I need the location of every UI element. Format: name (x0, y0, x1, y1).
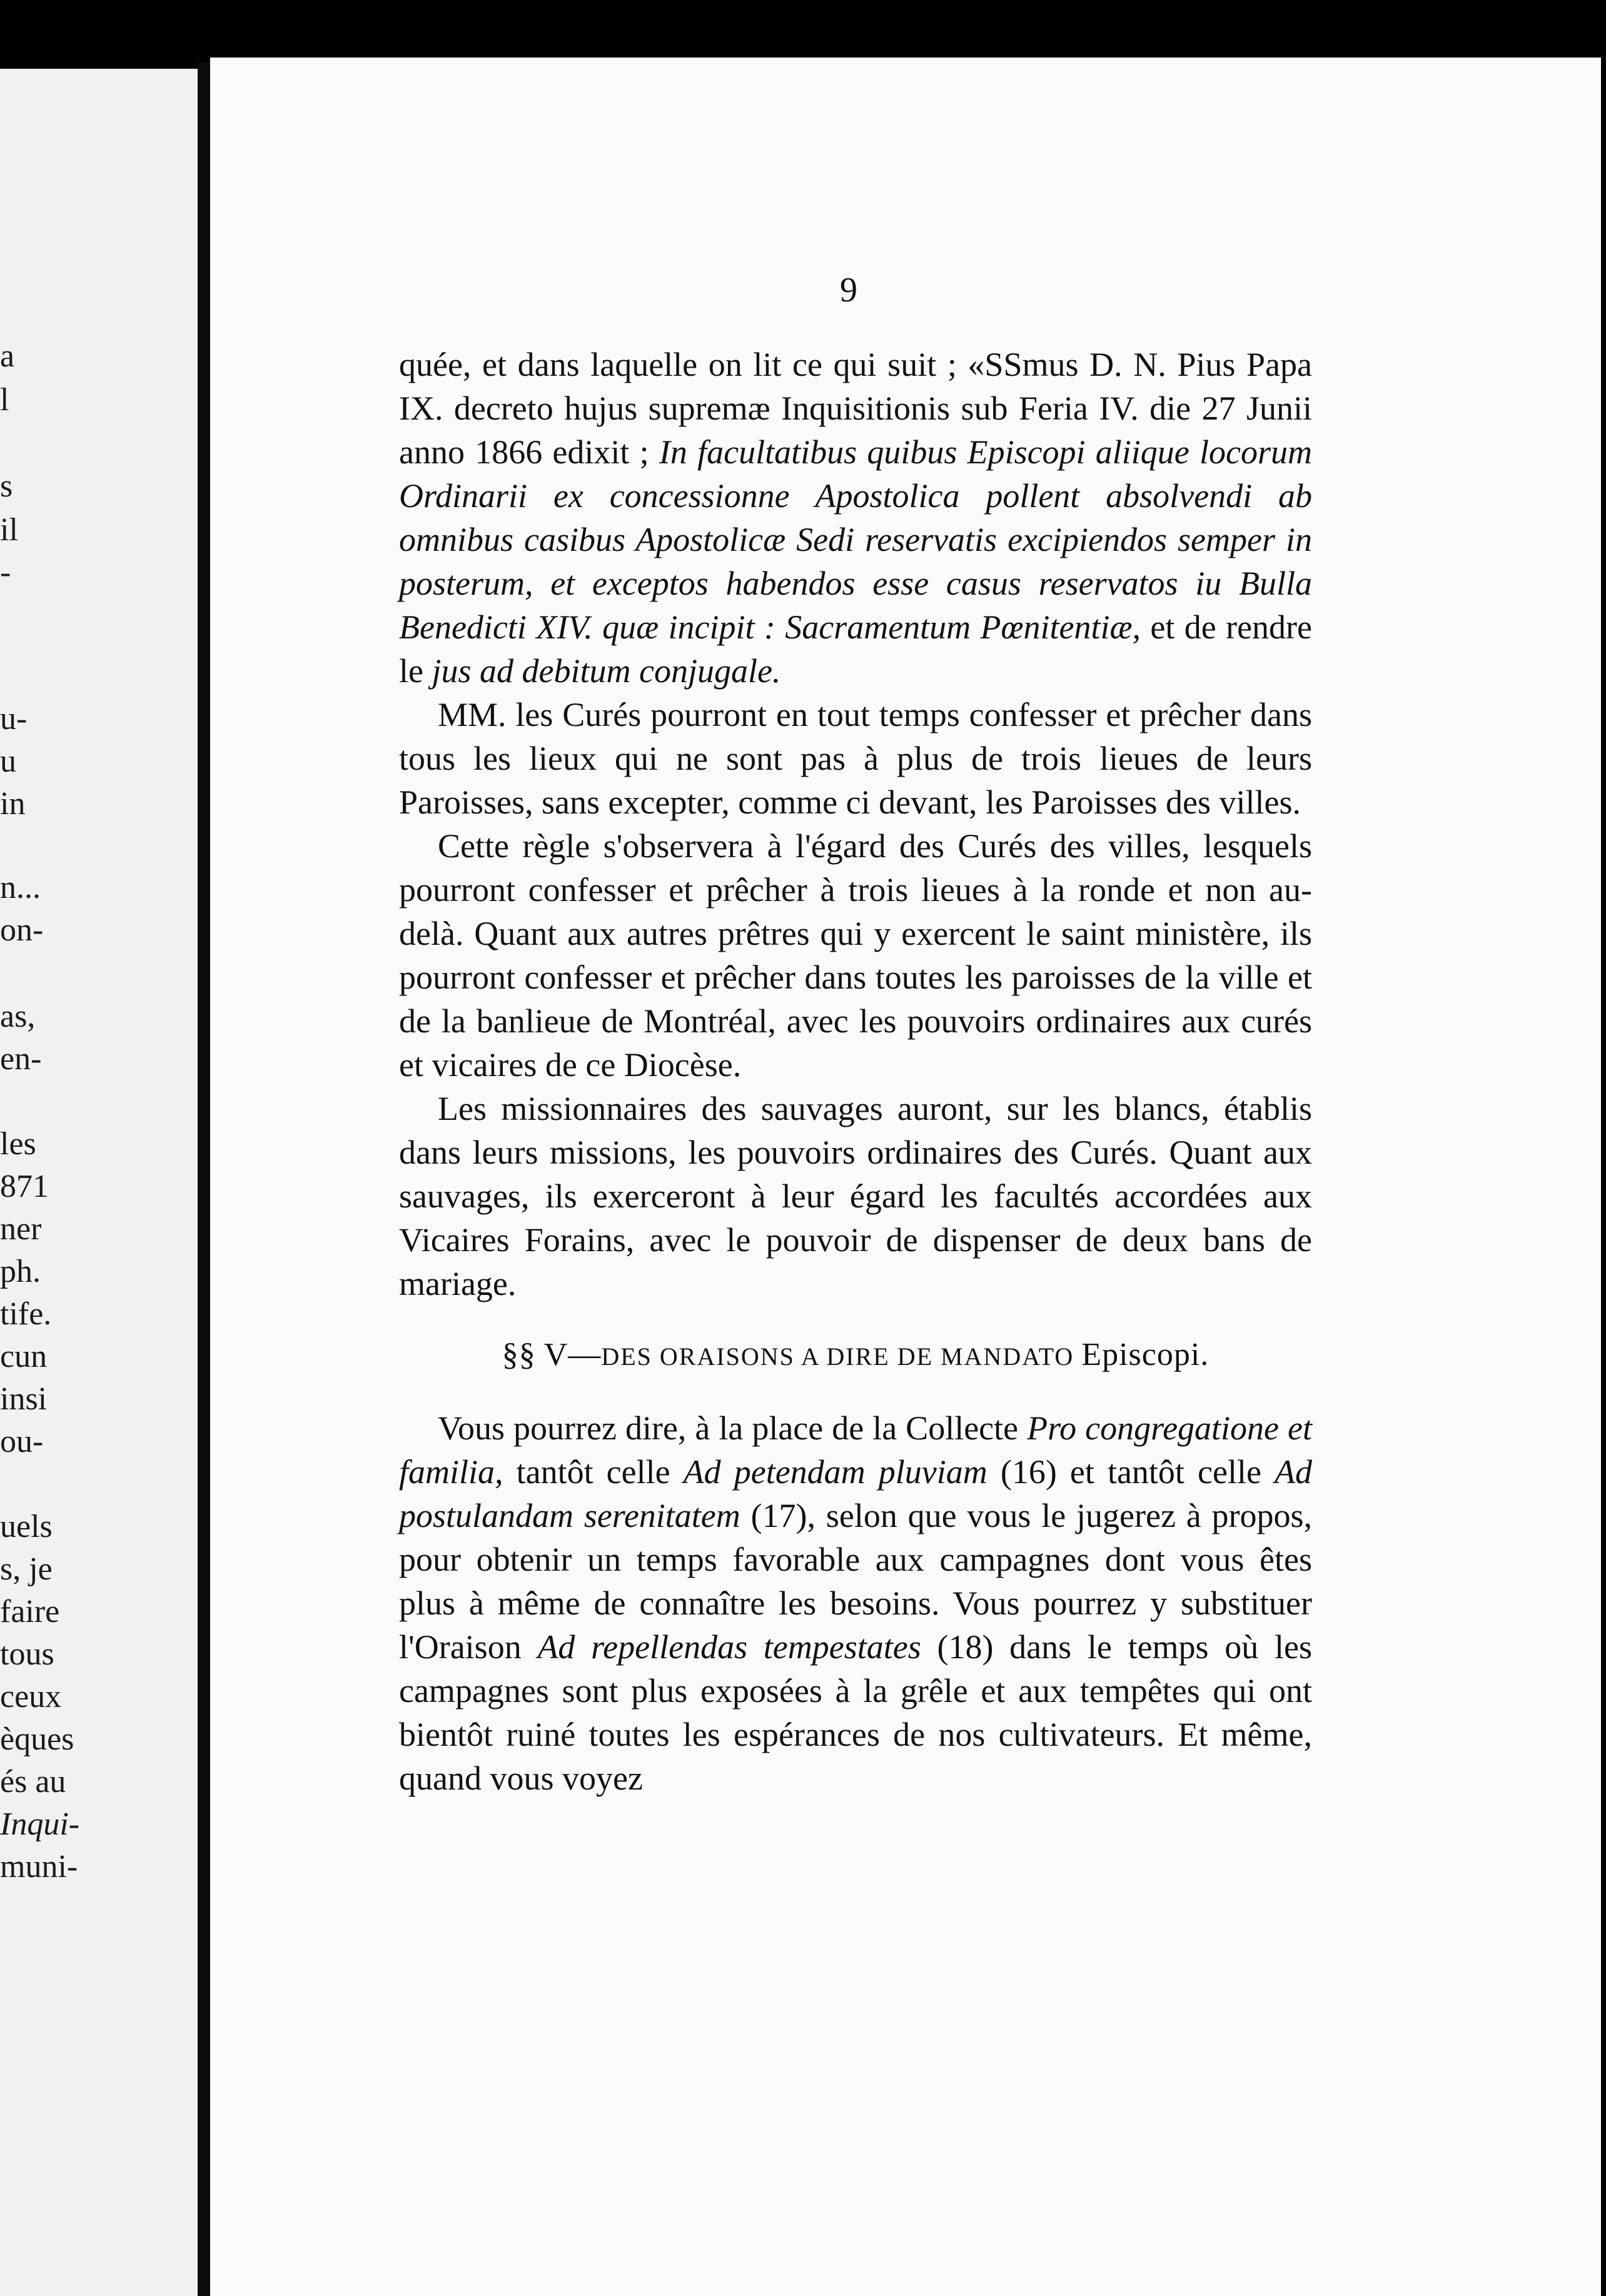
left-page-fragment-22: faire (0, 1594, 60, 1629)
left-page-fragment-5: u- (0, 701, 28, 737)
paragraph-5-text-c: (16) et tantôt celle (987, 1453, 1275, 1491)
left-page-fragment-10: as, (0, 999, 36, 1034)
paragraph-1 (399, 343, 1312, 693)
paragraph-5-text-a: Vous pourrez dire, à la place de la Collecte (438, 1409, 1028, 1447)
left-page-fragment-28: muni- (0, 1849, 78, 1885)
paragraph-3: Cette règle s'observera à l'égard des Curés des villes, lesquels pourront confesser et prêcher à trois lieues à la ronde et non au-delà. Quant aux autres prêtres qui y exercent le saint ministère, ils pourront confesser et prêcher dans toutes les paroisses de la ville et de la banlieue de Montréal, avec les pouvoirs ordinaires aux curés et vicaires de ce Diocèse. (399, 827, 1312, 1084)
left-page-fragment-15: ph. (0, 1254, 41, 1289)
paragraph-5-text-d: (17), selon que vous le jugerez à propos, pour obtenir un temps favorable aux campagnes dont vous êtes plus à même de connaître les besoins. Vous pourrez y substituer l'Oraison (399, 1497, 1312, 1666)
left-page-fragment-9: on- (0, 912, 44, 948)
paragraph-1-text-a: quée, et dans laquelle on lit ce qui suit ; «SSmus D. N. Pius Papa IX. decreto hujus supremæ Inquisitionis sub Feria IV. die 27 Junii anno 1866 edixit ; (399, 346, 1312, 471)
left-page-fragment-21: s, je (0, 1551, 53, 1587)
left-page-fragment-26: és au (0, 1764, 66, 1800)
paragraph-5-text-e: (18) dans le temps où les campagnes sont plus exposées à la grêle et aux tempêtes qui ont bientôt ruiné toutes les espérances de nos cultivateurs. Et même, quand vous voyez (399, 1628, 1312, 1797)
left-page-fragment-20: uels (0, 1509, 53, 1544)
left-page-fragment (0, 69, 198, 2296)
left-page-fragment-13: 871 (0, 1169, 49, 1204)
page-number: 9 (840, 271, 857, 310)
paragraph-1-latin-quote: In facultatibus quibus Episcopi aliique locorum Ordinarii ex concessionne Apostolica pollent absolvendi ab omnibus casibus Apostolicæ Sedi reservatis excipiendos semper in posterum, et exceptos habendos esse casus reservatos iu Bulla Benedicti XIV. quæ incipit : Sacramentum Pœnitentiæ, (399, 433, 1312, 646)
left-page-fragment-23: tous (0, 1636, 54, 1672)
left-page-fragment-24: ceux (0, 1679, 62, 1714)
left-page-fragment-18: insi (0, 1381, 48, 1417)
paragraph-5 (399, 1406, 1312, 1800)
section-heading (399, 1333, 1312, 1379)
left-page-fragment-17: cun (0, 1339, 48, 1374)
left-page-fragment-25: èques (0, 1721, 74, 1757)
left-page-fragment-19: ou- (0, 1424, 44, 1459)
paragraph-4: Les missionnaires des sauvages auront, sur les blancs, établis dans leurs missions, les pouvoirs ordinaires des Curés. Quant aux sauvages, ils exerceront à leur égard les facultés accordées aux Vicaires Forains, avec le pouvoir de dispenser de deux bans de mariage. (399, 1090, 1312, 1302)
left-page-fragment-2: s (0, 468, 13, 504)
paragraph-2: MM. les Curés pourront en tout temps confesser et prêcher dans tous les lieux qui ne sont pas à plus de trois lieues de leurs Paroisses, sans excepter, comme ci devant, les Paroisses des villes. (399, 696, 1312, 821)
left-page-fragment-7: in (0, 786, 26, 822)
left-page-fragment-14: ner (0, 1211, 42, 1247)
paragraph-5-latin-c: Ad postulandam serenitatem (399, 1453, 1313, 1534)
left-page-fragment-1: l (0, 382, 9, 418)
left-page-fragment-4: - (0, 555, 11, 590)
paragraph-5-latin-a: Pro congregatione et familia, (399, 1409, 1312, 1491)
section-heading-sign: §§ V— (502, 1337, 602, 1372)
left-page-fragment-16: tife. (0, 1296, 52, 1332)
left-page-fragment-27: Inqui- (0, 1806, 80, 1842)
paragraph-5-latin-d: Ad repellendas tempestates (537, 1628, 921, 1666)
left-page-fragment-3: il (0, 512, 18, 548)
book-gutter (198, 63, 210, 2296)
section-heading-title: DES ORAISONS A DIRE DE MANDATO (601, 1342, 1082, 1371)
left-page-fragment-6: u (0, 743, 16, 779)
page-body (399, 343, 1312, 1800)
left-page-fragment-0: a (0, 338, 15, 374)
paragraph-1-text-b: et de rendre le (399, 608, 1312, 690)
paragraph-5-text-b: tantôt celle (503, 1453, 684, 1491)
left-page-fragment-12: les (0, 1126, 36, 1162)
section-heading-tail: Episcopi. (1081, 1337, 1210, 1372)
left-page-fragment-11: en- (0, 1041, 42, 1077)
paragraph-5-latin-b: Ad petendam pluviam (683, 1453, 987, 1491)
page-content (383, 0, 1315, 2296)
left-page-fragment-8: n... (0, 870, 41, 905)
paragraph-1-latin-term: jus ad debitum conjugale. (432, 652, 781, 690)
